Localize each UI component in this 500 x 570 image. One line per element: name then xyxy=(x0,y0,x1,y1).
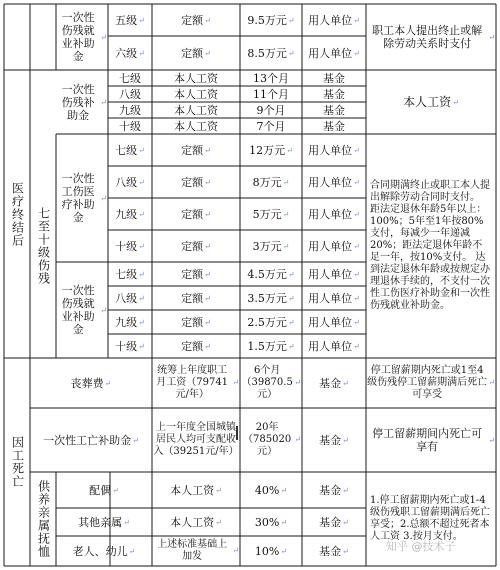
cell-grade: 九级 xyxy=(119,103,141,117)
cell-grade: 九级 ↵ xyxy=(108,310,152,334)
cell-basis: 定额 ↵ xyxy=(152,310,240,334)
dependent-who: 其他亲属 ↵ xyxy=(56,508,152,536)
note-dependents: 1.停工留薪期内死亡或1-4级伤残职工留薪期满后死亡享受；2.总额不超过死者本人工资 3.按月支付。 xyxy=(370,495,490,542)
cell-grade: 五级 ↵ xyxy=(108,4,152,36)
funeral-note: 停工留薪期内死亡或1至4级伤残停工留薪期满后死亡可享受 ↵ xyxy=(366,358,496,408)
cell-amount: 2.5万元 ↵ xyxy=(240,310,302,334)
cell-amount: 1.5万元 ↵ xyxy=(240,334,302,358)
dependent-who: 老人、幼儿 ↵ xyxy=(56,536,152,566)
text-cursor-icon xyxy=(236,426,242,440)
cell-payer: 用人单位 ↵ xyxy=(302,36,366,70)
section-grade-7-10: 七至十级伤残 xyxy=(36,207,51,285)
cell-amount: 13个月 xyxy=(253,71,289,85)
cell-basis: 本人工资 xyxy=(174,103,218,117)
cell-grade: 十级 ↵ xyxy=(108,334,152,358)
section-dependents: 供养亲属抚恤 xyxy=(36,480,51,558)
cell-basis: 定额 ↵ xyxy=(152,134,240,166)
cell-grade: 十级 xyxy=(119,119,141,133)
watermark: 知乎 @技术子 xyxy=(386,540,456,553)
item-death-subsidy: 一次性工亡补助金 ↵ xyxy=(30,408,152,472)
cell-amount: 7个月 xyxy=(256,119,286,133)
cell-payer: 用人单位 ↵ xyxy=(302,310,366,334)
cell-basis: 定额 ↵ xyxy=(152,36,240,70)
item-medical-subsidy: 一次性工伤医疗补助金 ↵ xyxy=(56,134,108,262)
funeral-basis: 统筹上年度职工月工资（79741元/年） ↵ xyxy=(152,358,240,408)
cell-payer: 用人单位 ↵ xyxy=(302,198,366,230)
dependent-amount: 30% ↵ xyxy=(240,508,302,536)
cell-basis: 本人工资 xyxy=(174,119,218,133)
cell-basis: 定额 ↵ xyxy=(152,286,240,310)
cell-amount: 4.5万元 ↵ xyxy=(240,262,302,286)
cell-payer: 基金 xyxy=(323,119,345,133)
cell-amount: 8.5万元 ↵ xyxy=(240,36,302,70)
cell-payer: 用人单位 ↵ xyxy=(302,134,366,166)
death-note: 停工留薪期间内死亡可享有 ↵ xyxy=(366,408,496,472)
note-top: 职工本人提出终止或解除劳动关系时支付 ↵ xyxy=(366,4,496,70)
cell-amount: 8万元 ↵ xyxy=(240,166,302,198)
item-disability-subsidy: 一次性伤残补助金 ↵ xyxy=(56,70,108,134)
note-subsidy: 本人工资 ↵ xyxy=(366,70,496,134)
cell-basis: 定额 ↵ xyxy=(152,198,240,230)
funeral-payer: 基金 ↵ xyxy=(302,358,366,408)
cell-payer: 用人单位 ↵ xyxy=(302,166,366,198)
dependent-payer: 基金 ↵ xyxy=(302,508,366,536)
cell-payer: 基金 xyxy=(323,103,345,117)
item-employment-subsidy: 一次性伤残就业补助金 ↵ xyxy=(56,262,108,358)
cell-amount: 9个月 xyxy=(256,103,286,117)
cell-basis: 定额 ↵ xyxy=(152,230,240,262)
cell-amount: 3万元 ↵ xyxy=(240,230,302,262)
cell-payer: 用人单位 ↵ xyxy=(302,4,366,36)
dependent-amount: 10% ↵ xyxy=(240,536,302,566)
death-payer: 基金 ↵ xyxy=(302,408,366,472)
cell-payer: 基金 xyxy=(323,71,345,85)
cell-amount: 9.5万元 ↵ xyxy=(240,4,302,36)
dependent-amount: 40% ↵ xyxy=(240,472,302,508)
note-medical-employment: 合同期满终止或职工本人提出解除劳动合同时支付。 距法定退休年龄5年以上：100%；5年至1年按80%支付，每减少一年递减20%；距法定退休年龄不足一年，按10%支付。 达到法定退休年龄或按规定办理退休手续的，不支付一次性工伤医疗补助金和一次性伤残就业补助金。 xyxy=(370,180,490,311)
dependent-basis: 上述标准基础上加发 ↵ xyxy=(152,536,240,566)
cell-amount: 12万元 ↵ xyxy=(240,134,302,166)
cell-grade: 八级 xyxy=(119,87,141,101)
section-death: 因工死亡 xyxy=(10,436,25,488)
section-medical-end: 医疗终结后 xyxy=(10,181,25,247)
cell-basis: 定额 ↵ xyxy=(152,262,240,286)
dependent-basis: 本人工资 ↵ xyxy=(152,472,240,508)
cell-amount: 11个月 xyxy=(253,87,289,101)
cell-basis: 本人工资 xyxy=(174,71,218,85)
cell-payer: 用人单位 ↵ xyxy=(302,262,366,286)
cell-payer: 基金 xyxy=(323,87,345,101)
cell-grade: 八级 ↵ xyxy=(108,166,152,198)
cell-grade: 七级 ↵ xyxy=(108,134,152,166)
dependent-who: 配偶 ↵ xyxy=(56,472,152,508)
item-funeral: 丧葬费 ↵ xyxy=(30,358,152,408)
dependent-basis: 本人工资 ↵ xyxy=(152,508,240,536)
cell-basis: 本人工资 xyxy=(174,87,218,101)
cell-amount: 3.5万元 ↵ xyxy=(240,286,302,310)
cell-basis: 定额 ↵ xyxy=(152,166,240,198)
death-basis: 上一年度全国城镇居民人均可支配收入（39251元/年） xyxy=(153,422,239,457)
item-disability-employment: 一次性伤残就业补助金 ↵ xyxy=(56,4,108,70)
cell-grade: 十级 ↵ xyxy=(108,230,152,262)
dependent-payer: 基金 ↵ xyxy=(302,472,366,508)
cell-grade: 九级 ↵ xyxy=(108,198,152,230)
cell-basis: 定额 ↵ xyxy=(152,334,240,358)
cell-payer: 用人单位 ↵ xyxy=(302,230,366,262)
cell-amount: 5万元 ↵ xyxy=(240,198,302,230)
cell-basis: 定额 ↵ xyxy=(152,4,240,36)
funeral-amount: 6个月（39870.5元） ↵ xyxy=(240,358,302,408)
death-amount: 20年（785020元） ↵ xyxy=(240,408,302,472)
cell-grade: 八级 ↵ xyxy=(108,286,152,310)
dependent-payer: 基金 ↵ xyxy=(302,536,366,566)
cell-grade: 七级 xyxy=(119,71,141,85)
cell-grade: 六级 ↵ xyxy=(108,36,152,70)
cell-payer: 用人单位 ↵ xyxy=(302,334,366,358)
cell-payer: 用人单位 ↵ xyxy=(302,286,366,310)
cell-grade: 七级 ↵ xyxy=(108,262,152,286)
